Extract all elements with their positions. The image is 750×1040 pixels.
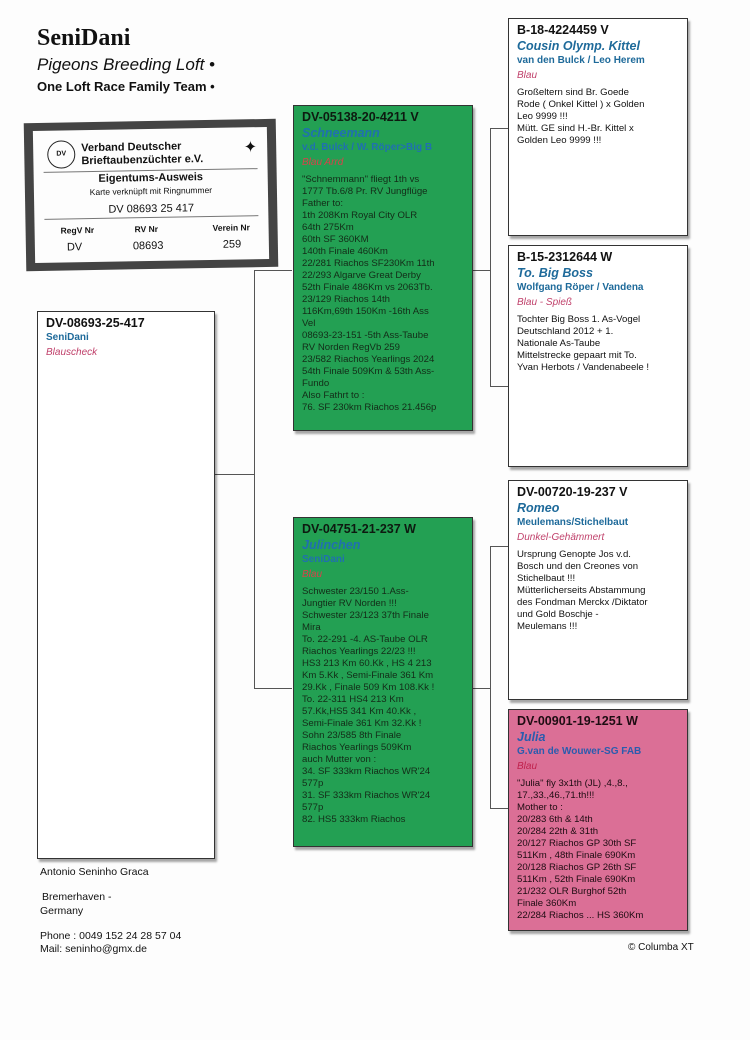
ring-number: B-18-4224459 V xyxy=(517,23,609,37)
connector-line xyxy=(490,546,508,547)
pedigree-notes: Ursprung Genopte Jos v.d. Bosch und den Creones von Stichelbaut !!! Mütterlicherseits Abstammung des Fondman Merckx /Diktator und Gold Boschje - Meulemans !!! xyxy=(517,549,648,632)
breeder-name: G.van de Wouwer-SG FAB xyxy=(517,746,642,757)
connector-line xyxy=(473,270,490,271)
association-logo-icon: DV xyxy=(47,140,75,168)
connector-line xyxy=(254,688,292,689)
owner-phone: Phone : 0049 152 24 28 57 04 xyxy=(40,930,182,942)
grandsire-paternal-card xyxy=(508,18,688,236)
grandsire-maternal-card xyxy=(508,480,688,700)
pigeon-color: Blau Arrd xyxy=(302,157,344,168)
connector-line xyxy=(254,270,292,271)
breeder-name: SeniDani xyxy=(302,554,345,565)
ring-number: B-15-2312644 W xyxy=(517,250,613,264)
subject-card xyxy=(37,311,215,859)
pigeon-icon: ✦ xyxy=(243,139,258,157)
ownership-card-body xyxy=(33,127,269,263)
loft-title: SeniDani xyxy=(37,25,131,51)
owner-name: Antonio Seninho Graca xyxy=(40,866,149,878)
pigeon-name: Julia xyxy=(517,730,546,744)
pigeon-color: Dunkel-Gehämmert xyxy=(517,532,605,543)
pedigree-notes: Tochter Big Boss 1. As-Vogel Deutschland 2012 + 1. Nationale As-Taube Mittelstrecke gepaart mit To. Yvan Herbots / Vandenabeele ! xyxy=(517,314,650,373)
performance-notes: "Schnemmann" fliegt 1th vs 1777 Tb.6/8 Pr. RV Jungflüge Father to: 1th 208Km Royal City OLR 64th 275Km 60th SF 360KM 140th Finale 460Km 22/281 Riachos SF230Km 11th 22/293 Algarve Great Derby 52th Finale 486Km vs 2063Tb. 23/129 Riachos 14th 116Km,69th 150Km -16th Ass Vel 08693-23-151 -5th Ass-Taube RV Norden RegVb 259 23/582 Riachos Yearlings 2024 54th Finale 509Km & 53th Ass- Fundo Also Fathrt to : 76. SF 230km Riachos 21.456p xyxy=(302,174,437,413)
connector-line xyxy=(490,808,508,809)
document-title: Eigentums-Ausweis xyxy=(98,171,204,185)
rv-value: 08693 xyxy=(132,239,164,253)
dam-card xyxy=(293,517,473,847)
association-name-line2: Brieftaubenzüchter e.V. xyxy=(81,153,204,168)
pigeon-color: Blauscheck xyxy=(46,347,98,358)
team-subtitle: One Loft Race Family Team • xyxy=(37,79,215,94)
association-name-line1: Verband Deutscher xyxy=(81,140,182,155)
connector-line xyxy=(490,128,491,386)
ring-number: DV-00720-19-237 V xyxy=(517,485,628,499)
pedigree-notes: "Julia" fly 3x1th (JL) ,4.,8., 17.,33.,46.,71.th!!! Mother to : 20/283 6th & 14th 20/284 22th & 31th 20/127 Riachos GP 30th SF 511Km , 48th Finale 690Km 20/128 Riachos GP 26th SF 511Km , 52th Finale 690Km 21/232 OLR Burghof 52th Finale 360Km 22/284 Riachos ... HS 360Km xyxy=(517,778,644,921)
pigeon-color: Blau - Spieß xyxy=(517,297,573,308)
verein-value: 259 xyxy=(222,238,242,251)
connector-line xyxy=(490,546,491,808)
rv-label: RV Nr xyxy=(134,223,159,235)
pedigree-notes: Großeltern sind Br. Goede Rode ( Onkel Kittel ) x Golden Leo 9999 !!! Mütt. GE sind H.-Br. Kittel x Golden Leo 9999 !!! xyxy=(517,87,645,146)
ring-number: DV-05138-20-4211 V xyxy=(302,110,419,124)
pigeon-name: Romeo xyxy=(517,501,560,515)
breeder-name: v.d. Bulck / W. Röper>Big B xyxy=(302,142,433,153)
breeder-name: van den Bulck / Leo Herem xyxy=(517,55,645,66)
pigeon-name: Schneemann xyxy=(302,126,380,140)
owner-country: Germany xyxy=(40,905,84,917)
regv-label: RegV Nr xyxy=(60,224,95,236)
pigeon-name: SeniDani xyxy=(46,332,89,343)
ring-number: DV 08693 25 417 xyxy=(108,202,195,216)
connector-line xyxy=(214,474,254,475)
breeder-name: Meulemans/Stichelbaut xyxy=(517,517,629,528)
regv-value: DV xyxy=(66,241,83,254)
pigeon-name: Cousin Olymp. Kittel xyxy=(517,39,640,53)
ownership-card xyxy=(24,119,279,271)
ring-number: DV-00901-19-1251 W xyxy=(517,714,638,728)
document-subtitle: Karte verknüpft mit Ringnummer xyxy=(89,184,213,198)
pigeon-name: Julinchen xyxy=(302,538,361,552)
connector-line xyxy=(490,128,508,129)
sire-card xyxy=(293,105,473,431)
breeder-name: Wolfgang Röper / Vandena xyxy=(517,282,644,293)
owner-email[interactable]: Mail: seninho@gmx.de xyxy=(40,943,147,955)
ring-number: DV-04751-21-237 W xyxy=(302,522,416,536)
connector-line xyxy=(473,688,490,689)
connector-line xyxy=(254,270,255,688)
pigeon-color: Blau xyxy=(302,569,323,580)
granddam-maternal-card xyxy=(508,709,688,931)
connector-line xyxy=(490,386,508,387)
granddam-paternal-card xyxy=(508,245,688,467)
verein-label: Verein Nr xyxy=(212,222,250,233)
owner-city: Bremerhaven - xyxy=(42,891,112,903)
performance-notes: Schwester 23/150 1.Ass- Jungtier RV Norden !!! Schwester 23/123 37th Finale Mira To. 22-291 -4. AS-Taube OLR Riachos Yearlings 22/23 !!! HS3 213 Km 60.Kk , HS 4 213 Km 5.Kk , Semi-Finale 361 Km 29.Kk , Finale 509 Km 108.Kk ! To. 22-311 HS4 213 Km 57.Kk,HS5 341 Km 40.Kk , Semi-Finale 361 Km 32.Kk ! Sohn 23/585 8th Finale Riachos Yearlings 509Km auch Mutter von : 34. SF 333km Riachos WR'24 577p 31. SF 333km Riachos WR'24 577p 82. HS5 333km Riachos xyxy=(302,586,435,825)
copyright-notice: © Columba XT xyxy=(628,942,694,953)
pigeon-color: Blau xyxy=(517,761,538,772)
loft-subtitle: Pigeons Breeding Loft • xyxy=(37,55,215,74)
ring-number: DV-08693-25-417 xyxy=(46,316,145,330)
pigeon-color: Blau xyxy=(517,70,538,81)
pigeon-name: To. Big Boss xyxy=(517,266,593,280)
